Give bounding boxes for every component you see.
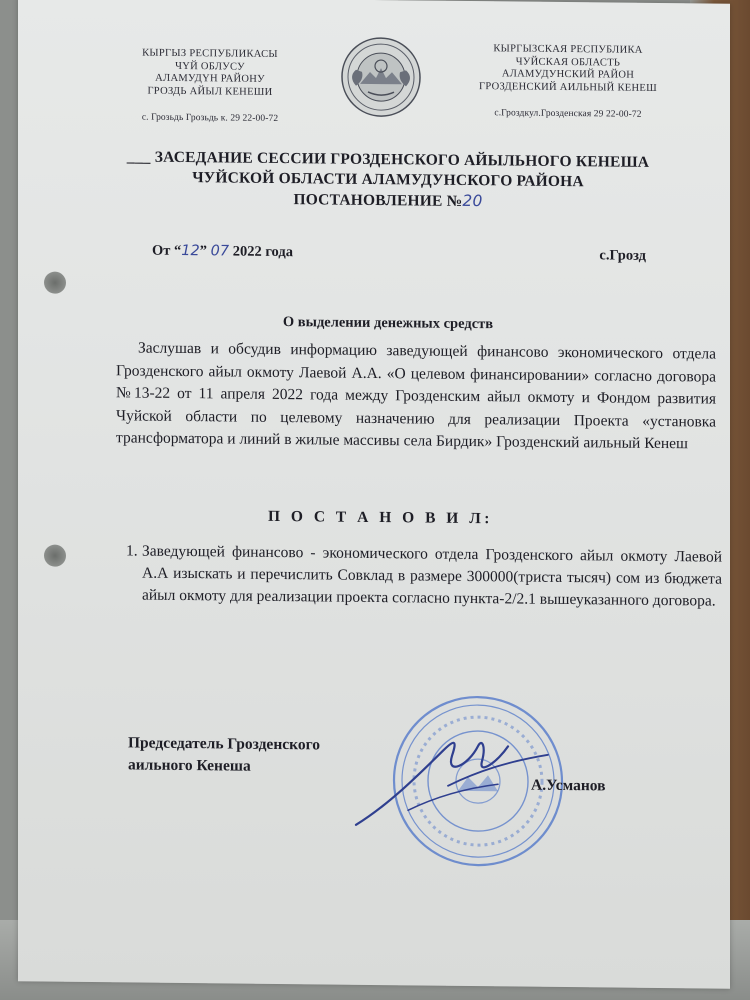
header-right-address: с.Гроздкул.Грозденская 29 22-00-72 <box>494 108 642 120</box>
punch-hole <box>44 272 66 294</box>
header-right-line: ГРОЗДЕНСКИЙ АИЛЬНЫЙ КЕНЕШ <box>479 80 657 94</box>
header-right-line: ЧУЙСКАЯ ОБЛАСТЬ <box>515 55 621 69</box>
title-line: ___ ЗАСЕДАНИЕ СЕССИИ ГРОЗДЕНСКОГО АЙЫЛЬНОГО КЕНЕША <box>126 148 650 171</box>
date-day: 12 <box>181 242 200 260</box>
date-prefix: От “ <box>152 242 182 259</box>
punch-hole <box>44 545 66 567</box>
list-item-text: Заведующей финансово - экономического отдела Грозденского айыл окмоту Лаевой А.А изыскать и перечислить Совклад в размере 300000(триста тысяч) сом из бюджета айыл окмоту для реализации проекта согласно пункта-2/2.1 вышеуказанного договора. <box>142 542 722 610</box>
header-right-line: КЫРГЫЗСКАЯ РЕСПУБЛИКА <box>493 43 643 56</box>
decree-number-label: ПОСТАНОВЛЕНИЕ № <box>293 191 463 210</box>
document-sheet <box>18 0 730 989</box>
state-emblem-icon <box>340 36 422 119</box>
signatory-title-line: Председатель Грозденского <box>128 734 321 754</box>
decree-number: 20 <box>462 191 483 211</box>
body-paragraph: Заслушав и обсудив информацию заведующей финансово экономического отдела Грозденского айыл окмоту Лаевой А.А. «О целевом финансировании» согласно договора №13-22 от 11 апреля 2022 года между Грозденским айыл окмоту и Фондом развития Чуйской области по целевому назначению для реализации Проекта «установка трансформатора и линий в жилые массивы села Бирдик» Грозденский аильный Кенеш <box>116 339 716 453</box>
date-separator: ” <box>199 243 211 260</box>
decree-heading: П О С Т А Н О В И Л: <box>268 507 493 528</box>
signatory-name: А.Усманов <box>531 776 606 795</box>
header-left-line: КЫРГЫЗ РЕСПУБЛИКАСЫ <box>142 47 278 60</box>
document-title <box>118 147 658 214</box>
header-left <box>110 47 310 126</box>
header-left-address: с. Грозьдь Грозьдь к. 29 22-00-72 <box>141 112 279 124</box>
date-month: 07 <box>210 243 230 260</box>
header-right-line: АЛАМУДУНСКИЙ РАЙОН <box>501 68 635 81</box>
list-item-number: 1. <box>126 542 138 560</box>
date-line <box>152 243 652 272</box>
title-line: ЧУЙСКОЙ ОБЛАСТИ АЛАМУДУНСКОГО РАЙОНА <box>192 169 584 191</box>
header-left-line: ГРОЗДЬ АЙЫЛ КЕНЕШИ <box>147 85 273 98</box>
header-left-line: АЛАМУДҮН РАЙОНУ <box>155 72 265 85</box>
date-year: 2022 года <box>229 243 293 261</box>
signatory-title-line: аильного Кенеша <box>128 756 251 775</box>
list-item <box>126 540 722 612</box>
date-place: с.Грозд <box>599 247 646 264</box>
header-right <box>458 43 678 122</box>
header-left-line: ЧҮЙ ОБЛУСУ <box>175 60 245 73</box>
document-subject: О выделении денежных средств <box>282 314 494 333</box>
